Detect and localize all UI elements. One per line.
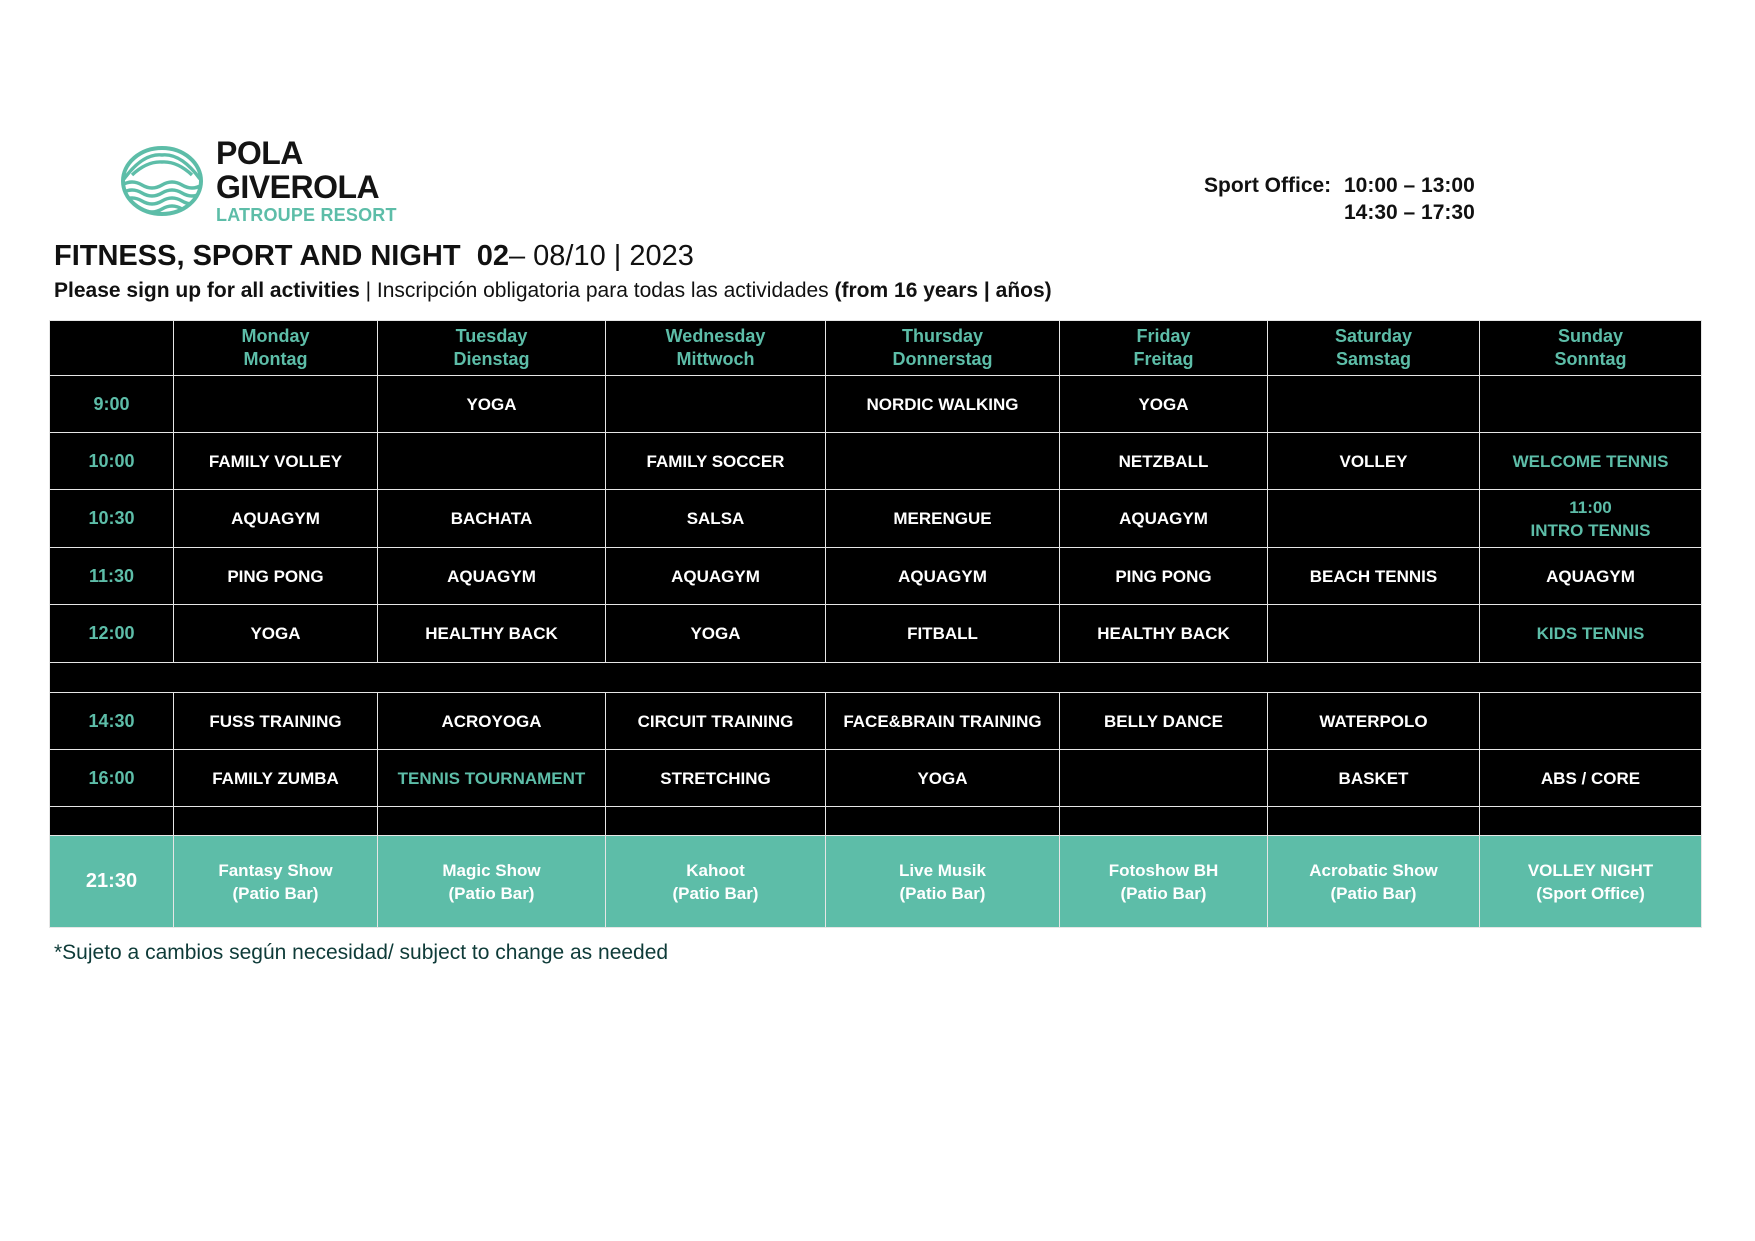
activity-line2: (Sport Office) (1536, 883, 1645, 903)
day-header-sunday (1480, 321, 1702, 376)
spacer-row (50, 807, 1702, 836)
brand-logo (120, 134, 460, 225)
activity-name: ACROYOGA (441, 711, 542, 731)
activity-cell-tuesday (378, 433, 606, 490)
time-header-cell (50, 321, 174, 376)
activity-cell-saturday (1268, 376, 1480, 433)
activity-line2: (Patio Bar) (899, 883, 986, 903)
activity-name: HEALTHY BACK (425, 624, 558, 643)
day-name-en: Friday (1136, 326, 1191, 346)
day-header-wednesday (606, 321, 826, 376)
title-date-start: 02 (476, 240, 509, 272)
day-name-en: Wednesday (665, 326, 766, 346)
activity-name: FUSS TRAINING (209, 711, 342, 731)
day-name-en: Saturday (1334, 326, 1413, 346)
activity-cell-wednesday (606, 376, 826, 433)
activity-line1: Fotoshow BH (1108, 860, 1219, 880)
sport-office-label: Sport Office: (1204, 174, 1332, 197)
activity-line1: 11:00 (1569, 497, 1612, 517)
activity-name: SALSA (686, 509, 745, 528)
activity-name: AQUAGYM (1546, 566, 1635, 586)
activity-cell-wednesday (606, 490, 826, 548)
activity-cell-saturday (1268, 433, 1480, 490)
signup-note-en: Please sign up for all activities (54, 279, 360, 302)
schedule-row (50, 605, 1702, 663)
time-cell: 11:30 (50, 548, 174, 605)
activity-name: CIRCUIT TRAINING (637, 711, 794, 731)
activity-name: BASKET (1338, 768, 1409, 788)
lunch-break-row (50, 663, 1702, 693)
empty-cell (174, 807, 378, 836)
activity-cell-saturday (1268, 605, 1480, 663)
activity-cell-thursday (826, 490, 1060, 548)
activity-name: PING PONG (1115, 566, 1212, 586)
activity-cell-thursday (826, 605, 1060, 663)
activity-name: NETZBALL (1118, 451, 1209, 471)
activity-name: KIDS TENNIS (1536, 624, 1645, 643)
activity-cell-tuesday (378, 693, 606, 750)
activity-cell-wednesday (606, 836, 826, 928)
activity-cell-friday (1060, 490, 1268, 548)
empty-cell (1480, 807, 1702, 836)
brand-subtitle: LATROUPE RESORT (216, 204, 397, 225)
activity-line2: (Patio Bar) (448, 883, 535, 903)
activity-cell-friday (1060, 548, 1268, 605)
activity-cell-wednesday (606, 693, 826, 750)
activity-cell-friday (1060, 693, 1268, 750)
activity-name: WELCOME TENNIS (1512, 451, 1669, 471)
activity-name: FAMILY SOCCER (646, 451, 785, 471)
activity-cell-thursday (826, 433, 1060, 490)
day-name-de: Mittwoch (676, 349, 755, 369)
activity-name: FAMILY VOLLEY (208, 451, 343, 471)
signup-note-es: | Inscripción obligatoria para todas las actividades (359, 279, 835, 302)
schedule-row (50, 548, 1702, 605)
time-cell: 9:00 (50, 376, 174, 433)
activity-cell-monday (174, 490, 378, 548)
activity-cell-sunday (1480, 693, 1702, 750)
title-main: FITNESS, SPORT AND NIGHT (54, 240, 461, 272)
empty-cell (826, 807, 1060, 836)
activity-line1: Kahoot (686, 860, 745, 880)
activity-cell-tuesday (378, 548, 606, 605)
activity-cell-tuesday (378, 750, 606, 807)
activity-cell-sunday (1480, 376, 1702, 433)
day-header-friday (1060, 321, 1268, 376)
schedule-table (49, 320, 1702, 928)
activity-name: TENNIS TOURNAMENT (397, 768, 586, 788)
activity-cell-monday (174, 548, 378, 605)
activity-name: HEALTHY BACK (1097, 624, 1230, 643)
activity-name: AQUAGYM (231, 509, 320, 528)
day-name-de: Sonntag (1554, 349, 1627, 369)
signup-note-age: (from 16 years | años) (834, 279, 1052, 302)
activity-name: BEACH TENNIS (1309, 566, 1438, 586)
day-name-en: Sunday (1557, 326, 1623, 346)
activity-line1: VOLLEY NIGHT (1527, 860, 1654, 880)
break-cell (50, 663, 1702, 693)
activity-name: AQUAGYM (671, 566, 760, 586)
schedule-body (50, 376, 1702, 928)
footnote: *Sujeto a cambios según necesidad/ subject to change as needed (54, 941, 669, 964)
activity-cell-wednesday (606, 750, 826, 807)
activity-cell-thursday (826, 693, 1060, 750)
activity-cell-sunday (1480, 750, 1702, 807)
time-cell: 10:30 (50, 490, 174, 548)
activity-cell-wednesday (606, 548, 826, 605)
activity-name: NORDIC WALKING (866, 394, 1019, 414)
activity-cell-monday (174, 433, 378, 490)
day-header-tuesday (378, 321, 606, 376)
day-header-thursday (826, 321, 1060, 376)
day-name-en: Tuesday (455, 326, 528, 346)
sport-office-times (1344, 172, 1475, 226)
activity-name: VOLLEY (1339, 451, 1408, 471)
day-name-de: Dienstag (453, 349, 530, 369)
page-title (54, 240, 694, 273)
schedule-row (50, 693, 1702, 750)
activity-cell-monday (174, 605, 378, 663)
activity-cell-friday (1060, 376, 1268, 433)
activity-name: AQUAGYM (1119, 509, 1208, 528)
activity-name: ABS / CORE (1540, 768, 1641, 788)
activity-line2: (Patio Bar) (1330, 883, 1417, 903)
activity-cell-monday (174, 750, 378, 807)
activity-name: YOGA (917, 768, 968, 788)
activity-cell-thursday (826, 750, 1060, 807)
activity-line2: (Patio Bar) (1120, 883, 1207, 903)
schedule-row (50, 433, 1702, 490)
brand-name: POLA GIVEROLA (216, 134, 380, 205)
time-cell: 12:00 (50, 605, 174, 663)
activity-line1: Live Musik (899, 860, 986, 880)
activity-cell-saturday (1268, 750, 1480, 807)
time-cell: 10:00 (50, 433, 174, 490)
day-name-en: Thursday (901, 326, 984, 346)
sport-office-hours-morning: 10:00 – 13:00 (1344, 174, 1475, 197)
empty-cell (50, 807, 174, 836)
activity-cell-friday (1060, 433, 1268, 490)
day-name-de: Samstag (1335, 349, 1412, 369)
schedule-row (50, 750, 1702, 807)
waves-logo-icon (120, 145, 204, 217)
activity-name: YOGA (250, 624, 301, 643)
activity-name: FAMILY ZUMBA (212, 768, 339, 788)
empty-cell (1060, 807, 1268, 836)
day-header-row (50, 321, 1702, 376)
time-cell: 21:30 (50, 836, 174, 928)
activity-line2: (Patio Bar) (672, 883, 759, 903)
activity-cell-friday (1060, 605, 1268, 663)
activity-cell-monday (174, 693, 378, 750)
activity-cell-thursday (826, 376, 1060, 433)
activity-cell-saturday (1268, 836, 1480, 928)
activity-name: AQUAGYM (447, 566, 536, 586)
activity-line2: (Patio Bar) (232, 883, 319, 903)
activity-cell-sunday (1480, 836, 1702, 928)
activity-line1: Magic Show (442, 860, 541, 880)
activity-name: WATERPOLO (1319, 711, 1428, 731)
day-header-monday (174, 321, 378, 376)
day-name-de: Montag (243, 349, 308, 369)
empty-cell (606, 807, 826, 836)
activity-name: FITBALL (907, 624, 978, 643)
schedule-row (50, 376, 1702, 433)
activity-cell-sunday (1480, 548, 1702, 605)
schedule-row (50, 490, 1702, 548)
night-show-row (50, 836, 1702, 928)
activity-cell-wednesday (606, 605, 826, 663)
activity-cell-saturday (1268, 548, 1480, 605)
activity-cell-monday (174, 836, 378, 928)
activity-cell-saturday (1268, 490, 1480, 548)
activity-cell-friday (1060, 750, 1268, 807)
activity-cell-sunday (1480, 490, 1702, 548)
activity-cell-sunday (1480, 433, 1702, 490)
activity-cell-thursday (826, 836, 1060, 928)
activity-line2: INTRO TENNIS (1530, 520, 1651, 540)
activity-cell-saturday (1268, 693, 1480, 750)
activity-cell-wednesday (606, 433, 826, 490)
activity-name: MERENGUE (893, 509, 992, 528)
sport-office-hours-afternoon: 14:30 – 17:30 (1344, 201, 1475, 224)
activity-line1: Acrobatic Show (1309, 860, 1438, 880)
day-name-de: Freitag (1133, 349, 1194, 369)
activity-name: BACHATA (450, 509, 533, 528)
activity-name: YOGA (1138, 394, 1189, 414)
empty-cell (378, 807, 606, 836)
activity-name: YOGA (466, 394, 517, 414)
activity-name: AQUAGYM (898, 566, 987, 586)
activity-cell-tuesday (378, 490, 606, 548)
logo-text (216, 136, 460, 226)
activity-name: YOGA (690, 624, 741, 643)
day-header-saturday (1268, 321, 1480, 376)
activity-cell-monday (174, 376, 378, 433)
title-date-rest: – 08/10 | 2023 (508, 240, 694, 272)
day-name-en: Monday (241, 326, 310, 346)
empty-cell (1268, 807, 1480, 836)
activity-cell-tuesday (378, 605, 606, 663)
activity-name: PING PONG (227, 566, 324, 586)
activity-cell-tuesday (378, 836, 606, 928)
activity-cell-sunday (1480, 605, 1702, 663)
activity-name: FACE&BRAIN TRAINING (843, 711, 1042, 731)
time-cell: 16:00 (50, 750, 174, 807)
activity-cell-thursday (826, 548, 1060, 605)
activity-cell-friday (1060, 836, 1268, 928)
signup-note (54, 279, 1052, 303)
activity-name: BELLY DANCE (1103, 711, 1224, 731)
time-cell: 14:30 (50, 693, 174, 750)
activity-cell-tuesday (378, 376, 606, 433)
day-name-de: Donnerstag (892, 349, 993, 369)
activity-name: STRETCHING (660, 768, 771, 788)
activity-line1: Fantasy Show (218, 860, 333, 880)
